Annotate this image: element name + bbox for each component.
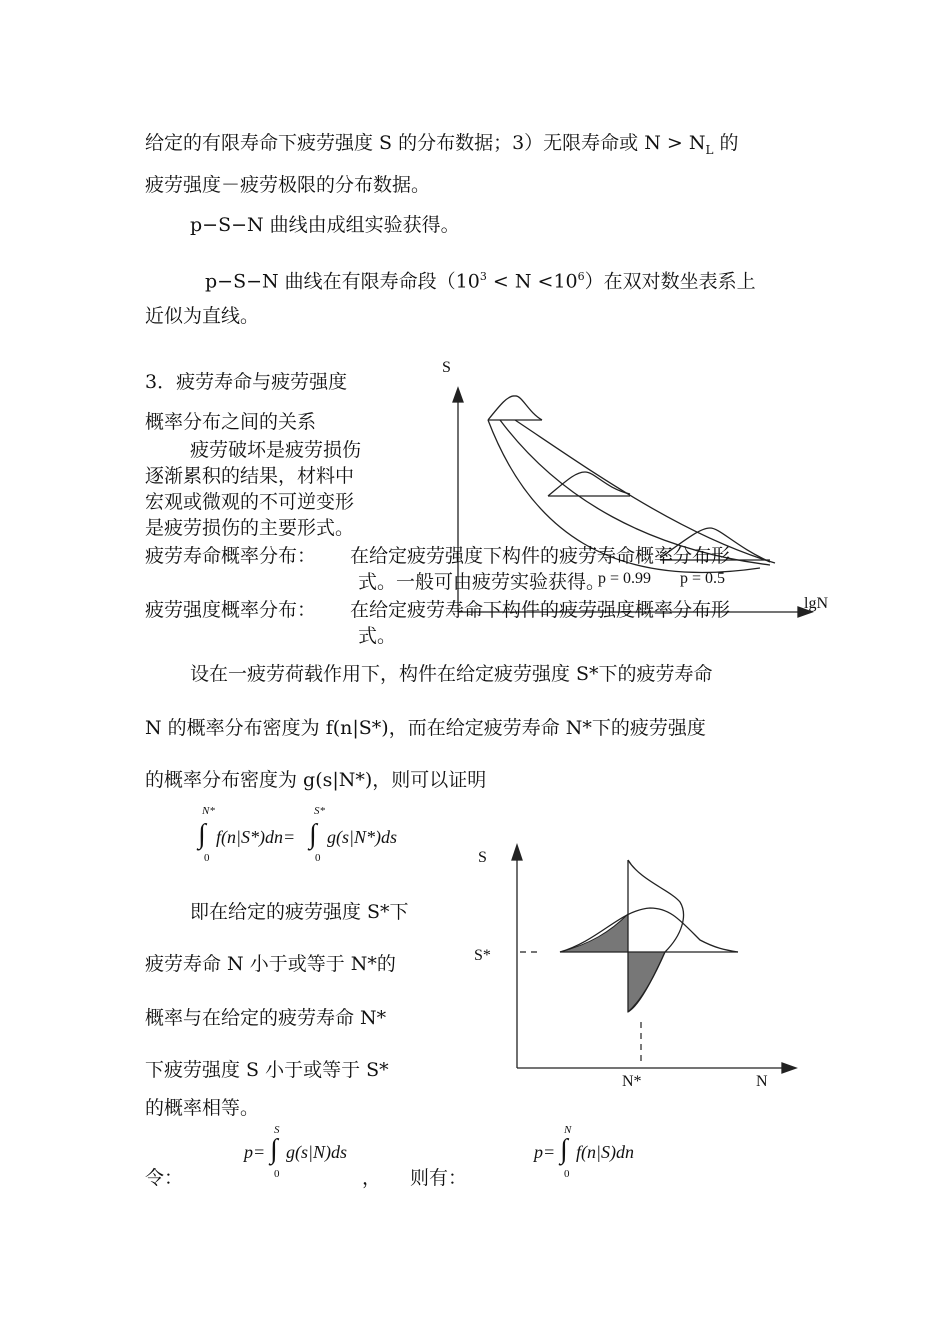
- eq3-upper-limit: N: [564, 1124, 572, 1136]
- eq3-integral-sign: ∫: [560, 1134, 568, 1165]
- fig1-label-p99: p = 0.99: [598, 570, 652, 587]
- fig2-y-label: S: [478, 849, 487, 866]
- para4-line1: 设在一疲劳荷载作用下，构件在给定疲劳强度 S*下的疲劳寿命: [190, 663, 713, 685]
- fig1-y-arrow: [453, 388, 463, 402]
- para3-line1: p−S−N 曲线在有限寿命段$(10^3 < N <10^6)$在双对数坐表系上: [205, 270, 756, 293]
- sn-distribution-figure: [470, 840, 810, 1090]
- strength-distribution-def2: 式。: [358, 625, 397, 647]
- eq1-integral-sign-1: ∫: [198, 819, 206, 850]
- para2: p−S−N 曲线由成组实验获得。: [190, 214, 460, 236]
- para5-line1: 即在给定的疲劳强度 S*下: [190, 901, 409, 923]
- para1-line1: 给定的有限寿命下疲劳强度 S 的分布数据；3）无限寿命或 $N > N_L$ 的: [145, 132, 739, 157]
- fig2-y-arrow: [512, 845, 522, 860]
- section3-heading-line2: 概率分布之间的关系: [145, 411, 317, 433]
- eq2-p-equals: p=: [244, 1142, 266, 1162]
- fig2-shaded-strength-tail: [628, 952, 665, 1012]
- eq3-p-equals: p=: [534, 1142, 556, 1162]
- eq2-integral-sign: ∫: [270, 1134, 278, 1165]
- fig1-x-label: lgN: [804, 595, 828, 612]
- para5-line4: 下疲劳强度 S 小于或等于 S*: [145, 1059, 389, 1081]
- fig2-x-arrow: [782, 1063, 796, 1073]
- strength-distribution-term: 疲劳强度概率分布：: [145, 599, 317, 621]
- fig1-distribution-top: [488, 396, 542, 420]
- fig1-label-p5: p = 0.5: [680, 570, 726, 587]
- para5-line2: 疲劳寿命 N 小于或等于 N*的: [145, 953, 396, 975]
- eq1-upper-limit-2: S*: [314, 805, 325, 817]
- fig2-s-star-label: S*: [474, 947, 491, 964]
- fig2-n-star-label: N*: [622, 1073, 642, 1090]
- para4-line2: N 的概率分布密度为 f(n|S*)，而在给定疲劳寿命 N*下的疲劳强度: [145, 717, 706, 739]
- life-distribution-def1: 在给定疲劳强度下构件的疲劳寿命概率分布形: [350, 545, 731, 567]
- eq2-prefix: 令：: [145, 1167, 184, 1189]
- eq2-comma: ，: [362, 1167, 382, 1189]
- fig1-y-label: S: [442, 359, 451, 376]
- section3-body-3: 宏观或微观的不可逆变形: [145, 491, 355, 513]
- eq1-integrand-1: f(n|S*)dn=: [216, 827, 296, 847]
- section3-body-1: 疲劳破坏是疲劳损伤: [190, 439, 362, 461]
- fig2-x-label: N: [756, 1073, 768, 1090]
- section3-heading: 3．疲劳寿命与疲劳强度: [145, 371, 348, 393]
- eq3-lower-limit: 0: [564, 1168, 570, 1180]
- equation-3: [534, 1124, 674, 1186]
- para3-line2: 近似为直线。: [145, 305, 260, 327]
- eq2-integrand: g(s|N)ds: [286, 1142, 347, 1162]
- strength-distribution-def1: 在给定疲劳寿命下构件的疲劳强度概率分布形: [350, 599, 731, 621]
- section3-body-4: 是疲劳损伤的主要形式。: [145, 517, 355, 539]
- para1-line2: 疲劳强度－疲劳极限的分布数据。: [145, 174, 431, 196]
- eq2-then: 则有：: [410, 1167, 468, 1189]
- eq2-lower-limit: 0: [274, 1168, 280, 1180]
- eq2-upper-limit: S: [274, 1124, 280, 1136]
- equation-1: [196, 805, 436, 867]
- eq1-lower-limit-1: 0: [204, 852, 210, 864]
- eq3-integrand: f(n|S)dn: [576, 1142, 634, 1162]
- life-distribution-def2: 式。一般可由疲劳实验获得。: [358, 571, 606, 593]
- life-distribution-term: 疲劳寿命概率分布：: [145, 545, 317, 567]
- eq1-lower-limit-2: 0: [315, 852, 321, 864]
- para5-line5: 的概率相等。: [145, 1097, 260, 1119]
- eq1-integrand-2: g(s|N*)ds: [327, 827, 397, 847]
- eq1-upper-limit-1: N*: [202, 805, 215, 817]
- para4-line3: 的概率分布密度为 g(s|N*)，则可以证明: [145, 769, 487, 791]
- section3-body-2: 逐渐累积的结果，材料中: [145, 465, 355, 487]
- fig1-distribution-middle: [548, 472, 630, 496]
- eq1-integral-sign-2: ∫: [309, 819, 317, 850]
- para5-line3: 概率与在给定的疲劳寿命 N*: [145, 1007, 387, 1029]
